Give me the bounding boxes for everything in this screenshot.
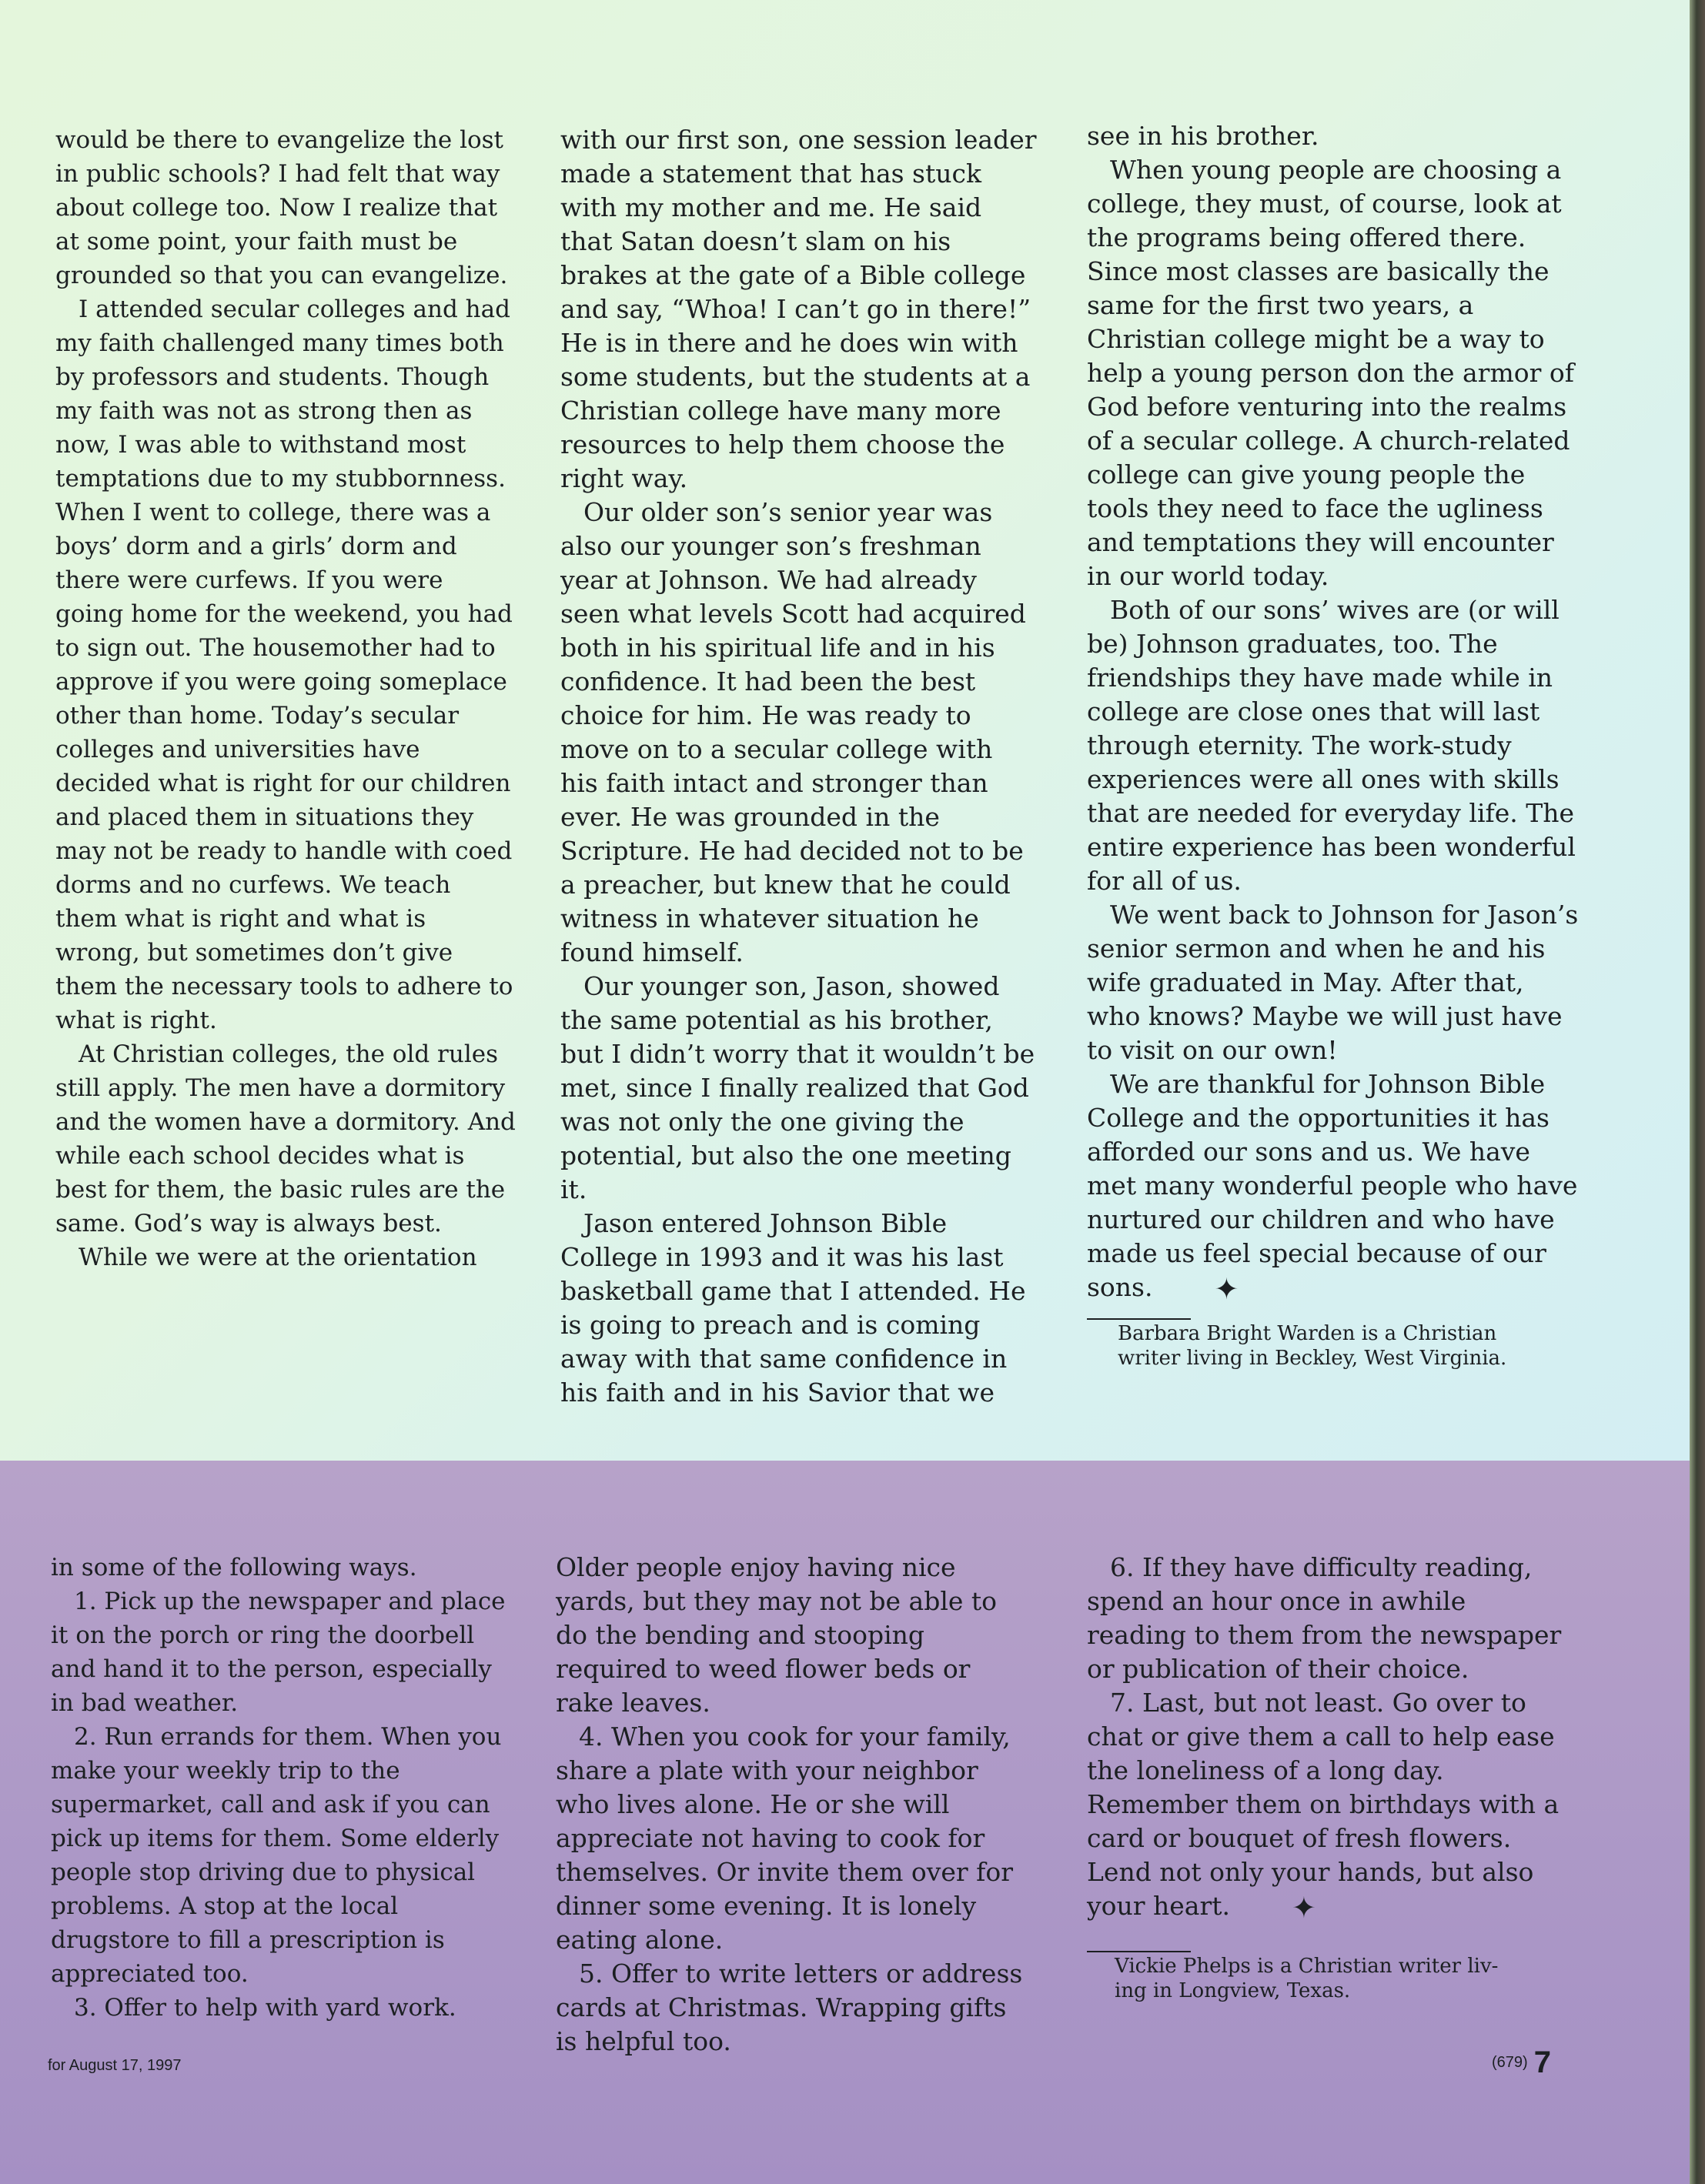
author-bio-line: ing in Longview, Texas.: [1115, 1979, 1351, 2002]
author-bio: [1115, 1954, 1568, 2003]
author-bio-line: Vickie Phelps is a Christian writer liv-: [1115, 1955, 1499, 1978]
end-mark-icon: ✦: [1214, 1272, 1239, 1306]
bio-divider: [1087, 1951, 1191, 1952]
list-item-text: 7. Last, but not least. Go over to chat or give them a call to help ease the loneliness of a long day. Remember them on birthdays with a card or bouquet of fresh flowers. Lend not only your hands, but also your heart.: [1087, 1688, 1560, 1921]
paragraph: While we were at the orientation: [79, 1244, 477, 1271]
paragraph: We went back to Johnson for Jason’s senior sermon and when he and his wife graduated in May. After that, who knows? Maybe we will just have to visit on our own!: [1087, 900, 1579, 1065]
paragraph: When young people are choosing a college, they must, of course, look at the programs being offered there. Since most classes are basically the same for the first two years, a Christian college might be a way to help a young person don the armor of God before venturing into the realms of a secular college. A church-related college can give young people the tools they need to face the ugliness and temptations they will encounter in our world today.: [1087, 155, 1574, 591]
page-folio: [1492, 2045, 1551, 2080]
paragraph: Both of our sons’ wives are (or will be) Johnson graduates, too. The friendships they have made while in college are close ones that will last through eternity. The work-study experiences were all ones with skills that are needed for everyday life. The entire experience has been wonderful for all of us.: [1087, 595, 1576, 896]
page-edge: [1690, 0, 1705, 2184]
paragraph: Jason entered Johnson Bible College in 1993 and it was his last basketball game that I attended. He is going to preach and is coming away with that same confidence in his faith and in his Savior that we: [560, 1208, 1026, 1408]
upper-article-column-2: [560, 123, 1038, 1410]
paragraph: Older people enjoy having nice yards, but they may not be able to do the bending and stooping required to weed flower beds or rake leaves.: [556, 1552, 998, 1718]
paragraph: would be there to evangelize the lost in public schools? I had felt that way about college too. Now I realize that at some point, your faith must be grounded so that you can evangelize.: [55, 126, 508, 289]
paragraph: Our older son’s senior year was also our younger son’s freshman year at Johnson. We had already seen what levels Scott had acquired both in his spiritual life and in his confidence. It had been the best choice for him. He was ready to move on to a secular college with his faith intact and stronger than ever. He was grounded in the Scripture. He had decided not to be a preacher, but knew that he could witness in whatever situation he found himself.: [560, 497, 1026, 967]
lower-article-column-3: [1087, 1551, 1568, 2003]
page-number: 7: [1533, 2045, 1551, 2079]
list-item: 2. Run errands for them. When you make your weekly trip to the supermarket, call and ask if you can pick up items for them. Some elderly people stop driving due to physical problems. A stop at the local drugstore to fill a prescription is appreciated too.: [51, 1723, 502, 1988]
list-item: 5. Offer to write letters or address cards at Christmas. Wrapping gifts is helpful too.: [556, 1959, 1023, 2056]
end-mark-icon: ✦: [1292, 1891, 1316, 1925]
paragraph: Our younger son, Jason, showed the same potential as his brother, but I didn’t worry that it wouldn’t be met, since I finally realized that God was not only the one giving the potential, but also the one meeting it.: [560, 971, 1035, 1204]
list-item: 3. Offer to help with yard work.: [74, 1994, 456, 2022]
list-item: 6. If they have difficulty reading, spend an hour once in awhile reading to them from the newspaper or publication of their choice.: [1087, 1552, 1562, 1684]
paragraph-text: We are thankful for Johnson Bible College and the opportunities it has afforded our sons and us. We have met many wonderful people who have nurtured our children and who have made us feel special because of our sons.: [1087, 1069, 1578, 1302]
bio-divider: [1087, 1318, 1191, 1320]
paragraph: in some of the following ways.: [51, 1554, 417, 1581]
issue-date: for August 17, 1997: [48, 2057, 182, 2074]
lower-article-column-1: [51, 1551, 513, 2025]
paragraph: At Christian colleges, the old rules still apply. The men have a dormitory and the women have a dormitory. And while each school decides what is best for them, the basic rules are the same. God’s way is always best.: [55, 1040, 516, 1237]
list-item-last: [1087, 1686, 1568, 1923]
paragraph: with our first son, one session leader made a statement that has stuck with my mother and me. He said that Satan doesn’t slam on his brakes at the gate of a Bible college and say, “Whoa! I can’t go in there!” He is in there and he does win with some students, but the students at a Christian college have many more resources to help them choose the right way.: [560, 125, 1037, 493]
list-item: 4. When you cook for your family, share a plate with your neighbor who lives alone. He or she will appreciate not having to cook for themselves. Or invite them over for dinner some evening. It is lonely eating alone.: [556, 1721, 1014, 1955]
paragraph-last: [1087, 1067, 1580, 1304]
list-item: 1. Pick up the newspaper and place it on the porch or ring the doorbell and hand it to the person, especially in bad weather.: [51, 1588, 506, 1717]
paragraph: see in his brother.: [1087, 121, 1319, 151]
author-bio-line: Barbara Bright Warden is a Christian: [1118, 1322, 1497, 1345]
upper-article-column-3: [1087, 119, 1580, 1371]
paragraph: I attended secular colleges and had my faith challenged many times both by professors and students. Though my faith was not as strong then as now, I was able to withstand most temptations due to my stubbornness. When I went to college, there was a boys’ dorm and a girls’ dorm and there were curfews. If you were going home for the weekend, you had to sign out. The housemother had to approve if you were going someplace other than home. Today’s secular colleges and universities have decided what is right for our children and placed them in situations they may not be ready to handle with coed dorms and no curfews. We teach them what is right and what is wrong, but sometimes don’t give them the necessary tools to adhere to what is right.: [55, 296, 513, 1034]
author-bio-line: writer living in Beckley, West Virginia.: [1118, 1347, 1507, 1370]
page-code: (679): [1492, 2054, 1528, 2071]
author-bio: [1118, 1321, 1580, 1371]
lower-article-column-2: [556, 1551, 1033, 2059]
upper-article-column-1: [55, 123, 517, 1274]
